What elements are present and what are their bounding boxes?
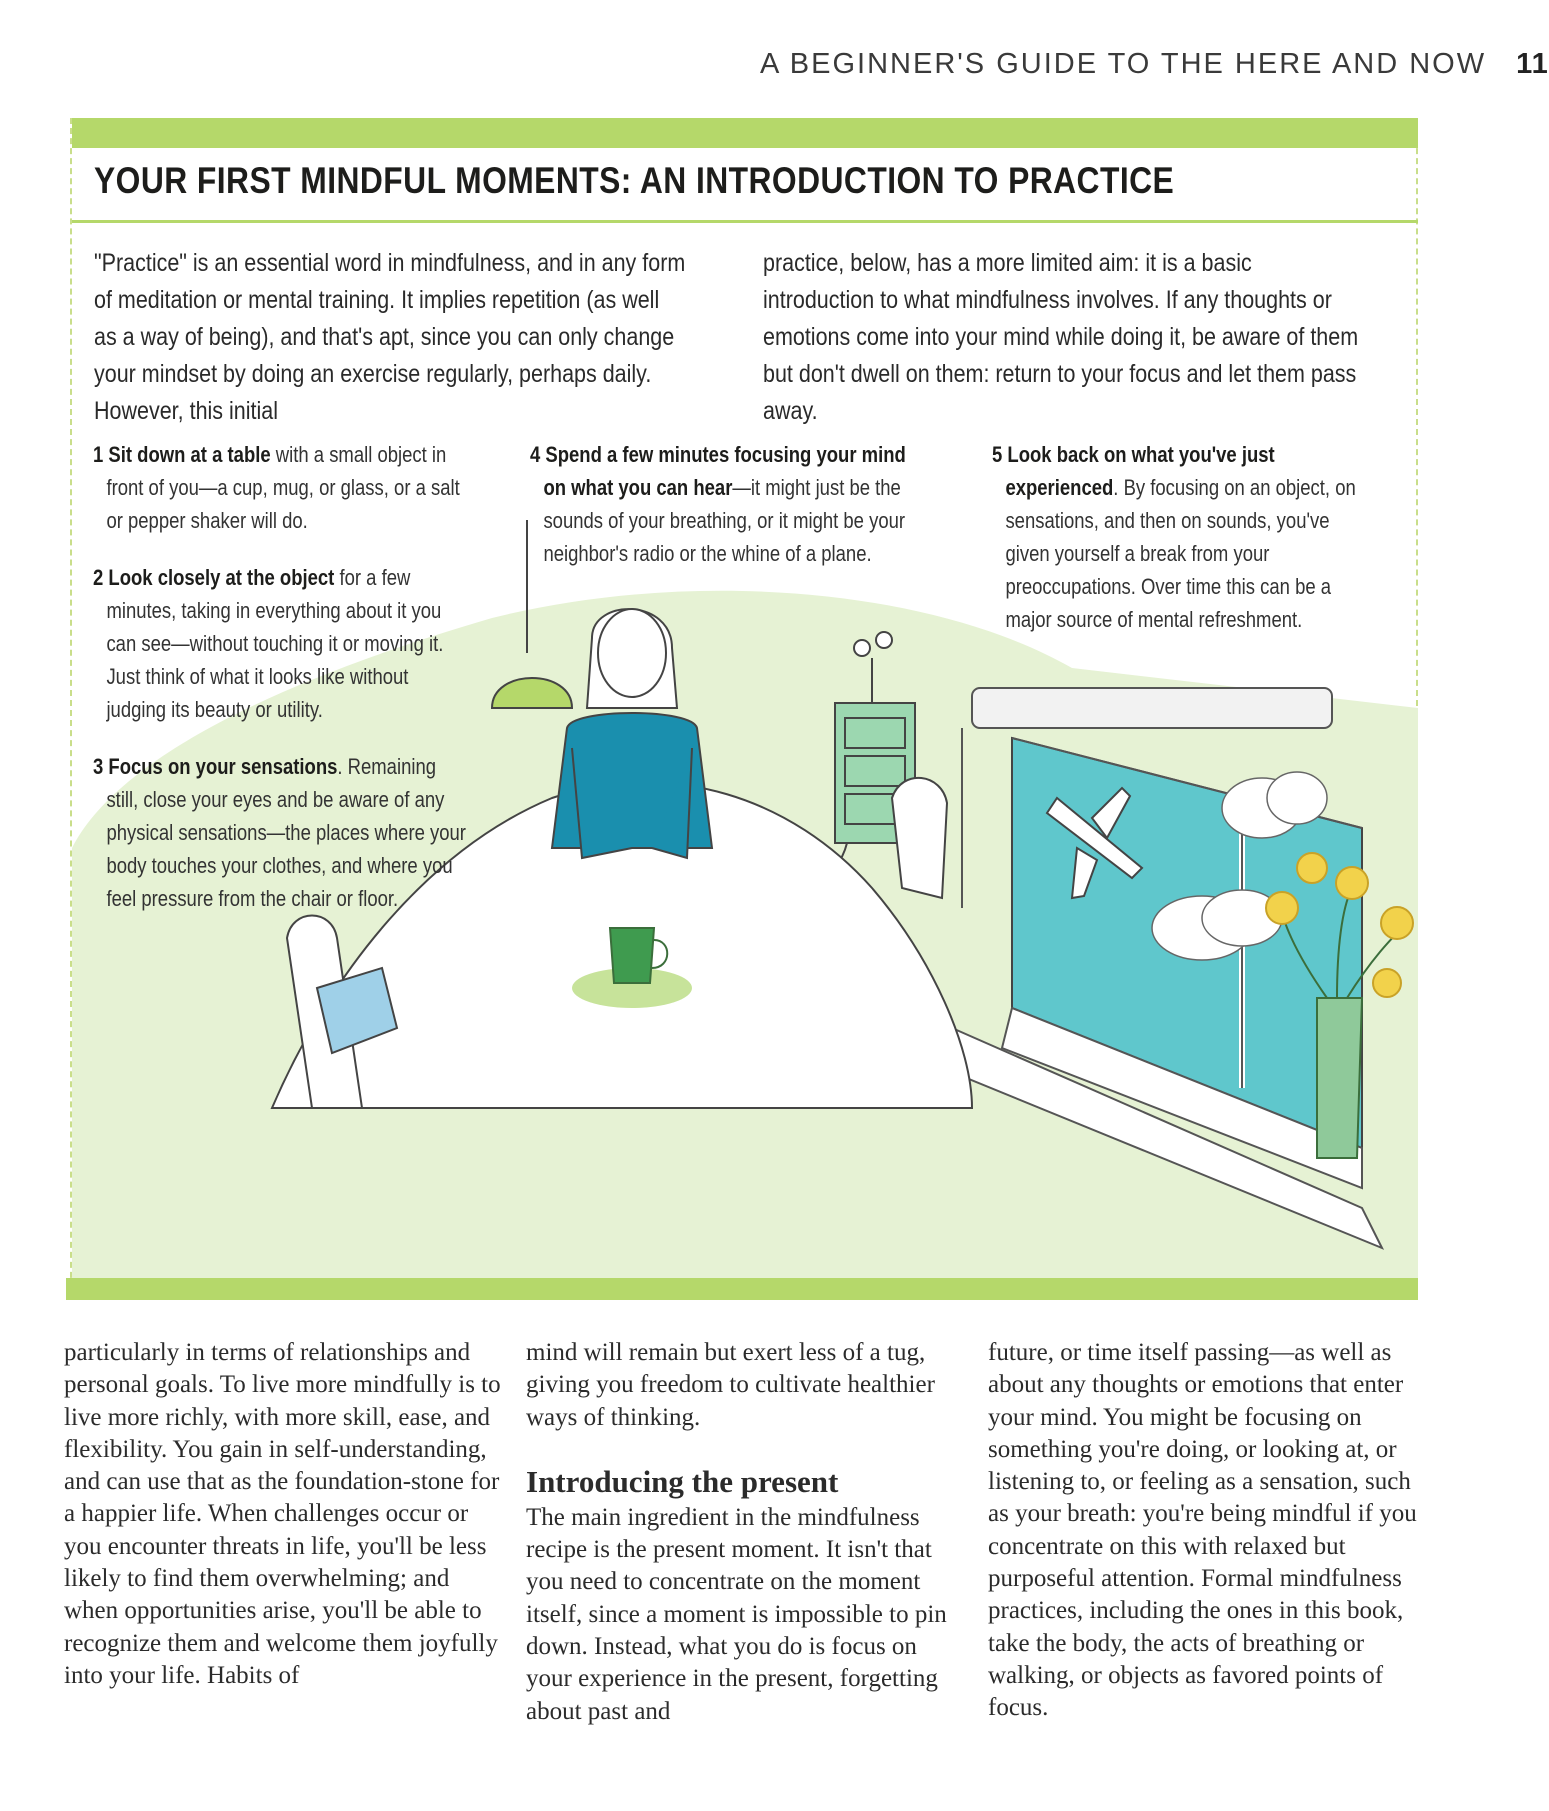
step-3 <box>93 750 471 915</box>
body-col3-text: future, or time itself passing—as well as about any thoughts or emotions that enter your mind. You might be focusing on something you're doing, or looking at, or listening to, or feeling as a sensation, such as your breath: you're being mindful if you concentrate on this with relaxed but purposeful attention. Formal mindfulness practices, including the ones in this book, take the body, the acts of breathing or walking, or objects as favored points of focus. <box>988 1339 1417 1722</box>
steps-column-left <box>93 438 471 939</box>
running-title: A BEGINNER'S GUIDE TO THE HERE AND NOW <box>760 48 1487 80</box>
step-5-text: . By focusing on an object, on sensations, and then on sounds, you've given yourself a break from your preoccupations. Over time this can be a major source of mental refreshment. <box>1005 475 1356 632</box>
step-1-heading: 1 Sit down at a table <box>93 442 271 467</box>
intro-text-col2: practice, below, has a more limited aim: it is a basic introduction to what mindfulness involves. If any thoughts or emotions come into your mind while doing it, be aware of them but don't dwell on them: return to your focus and let them pass away. <box>763 249 1359 425</box>
step-5 <box>992 438 1378 636</box>
body-col1-text: particularly in terms of relationships and personal goals. To live more mindfully is to live more richly, with more skill, ease, and flexibility. You gain in self-understanding, and can use that as the foundation-stone for a happier life. When challenges occur or you encounter threats in life, you'll be less likely to find them overwhelming; and when opportunities arise, you'll be able to recognize them and welcome them joyfully into your life. Habits of <box>64 1339 501 1689</box>
step-2 <box>93 561 471 726</box>
step-4 <box>530 438 916 570</box>
step-2-heading: 2 Look closely at the object <box>93 565 335 590</box>
steps-column-right <box>992 438 1378 660</box>
body-col2-text: The main ingredient in the mindfulness recipe is the present moment. It isn't that you need to concentrate on the moment itself, since a moment is impossible to pin down. Instead, what you do is focus on your experience in the present, forgetting about past and <box>526 1503 947 1725</box>
page-number: 11 <box>1516 48 1549 80</box>
body-column-1 <box>64 1337 504 1692</box>
intro-text-col1: "Practice" is an essential word in mindfulness, and in any form of meditation or mental training. It implies repetition (as well as a way of being), and that's apt, since you can only change your mindset by doing an exercise regularly, perhaps daily. However, this initial <box>94 249 686 425</box>
box-top-bar <box>72 118 1418 148</box>
step-1 <box>93 438 471 537</box>
step-3-text: . Remaining still, close your eyes and be aware of any physical sensations—the places where your body touches your clothes, and where you feel pressure from the chair or floor. <box>106 754 466 911</box>
step-5-heading: 5 Look back on what you've just experienced <box>992 442 1275 500</box>
step-3-heading: 3 Focus on your sensations <box>93 754 338 779</box>
body-column-2 <box>526 1337 966 1728</box>
step-1-text: with a small object in front of you—a cup, mug, or glass, or a salt or pepper shaker will do. <box>106 442 460 533</box>
step-4-text: —it might just be the sounds of your breathing, or it might be your neighbor's radio or the whine of a plane. <box>543 475 906 566</box>
steps-column-middle <box>530 438 916 594</box>
step-2-text: for a few minutes, taking in everything about it you can see—without touching it or moving it. Just think of what it looks like without judging its beauty or utility. <box>106 565 444 722</box>
section-heading: Introducing the present <box>526 1463 839 1499</box>
body-column-3 <box>988 1337 1428 1725</box>
running-header <box>760 48 1549 81</box>
step-4-heading: 4 Spend a few minutes focusing your mind on what you can hear <box>530 442 906 500</box>
box-bottom-bar <box>66 1278 1418 1300</box>
box-title: YOUR FIRST MINDFUL MOMENTS: AN INTRODUCTION TO PRACTICE <box>94 160 1175 201</box>
title-rule <box>72 220 1418 223</box>
body-col2-intro: mind will remain but exert less of a tug, giving you freedom to cultivate healthier ways of thinking. <box>526 1339 935 1431</box>
chair-right <box>892 778 947 898</box>
